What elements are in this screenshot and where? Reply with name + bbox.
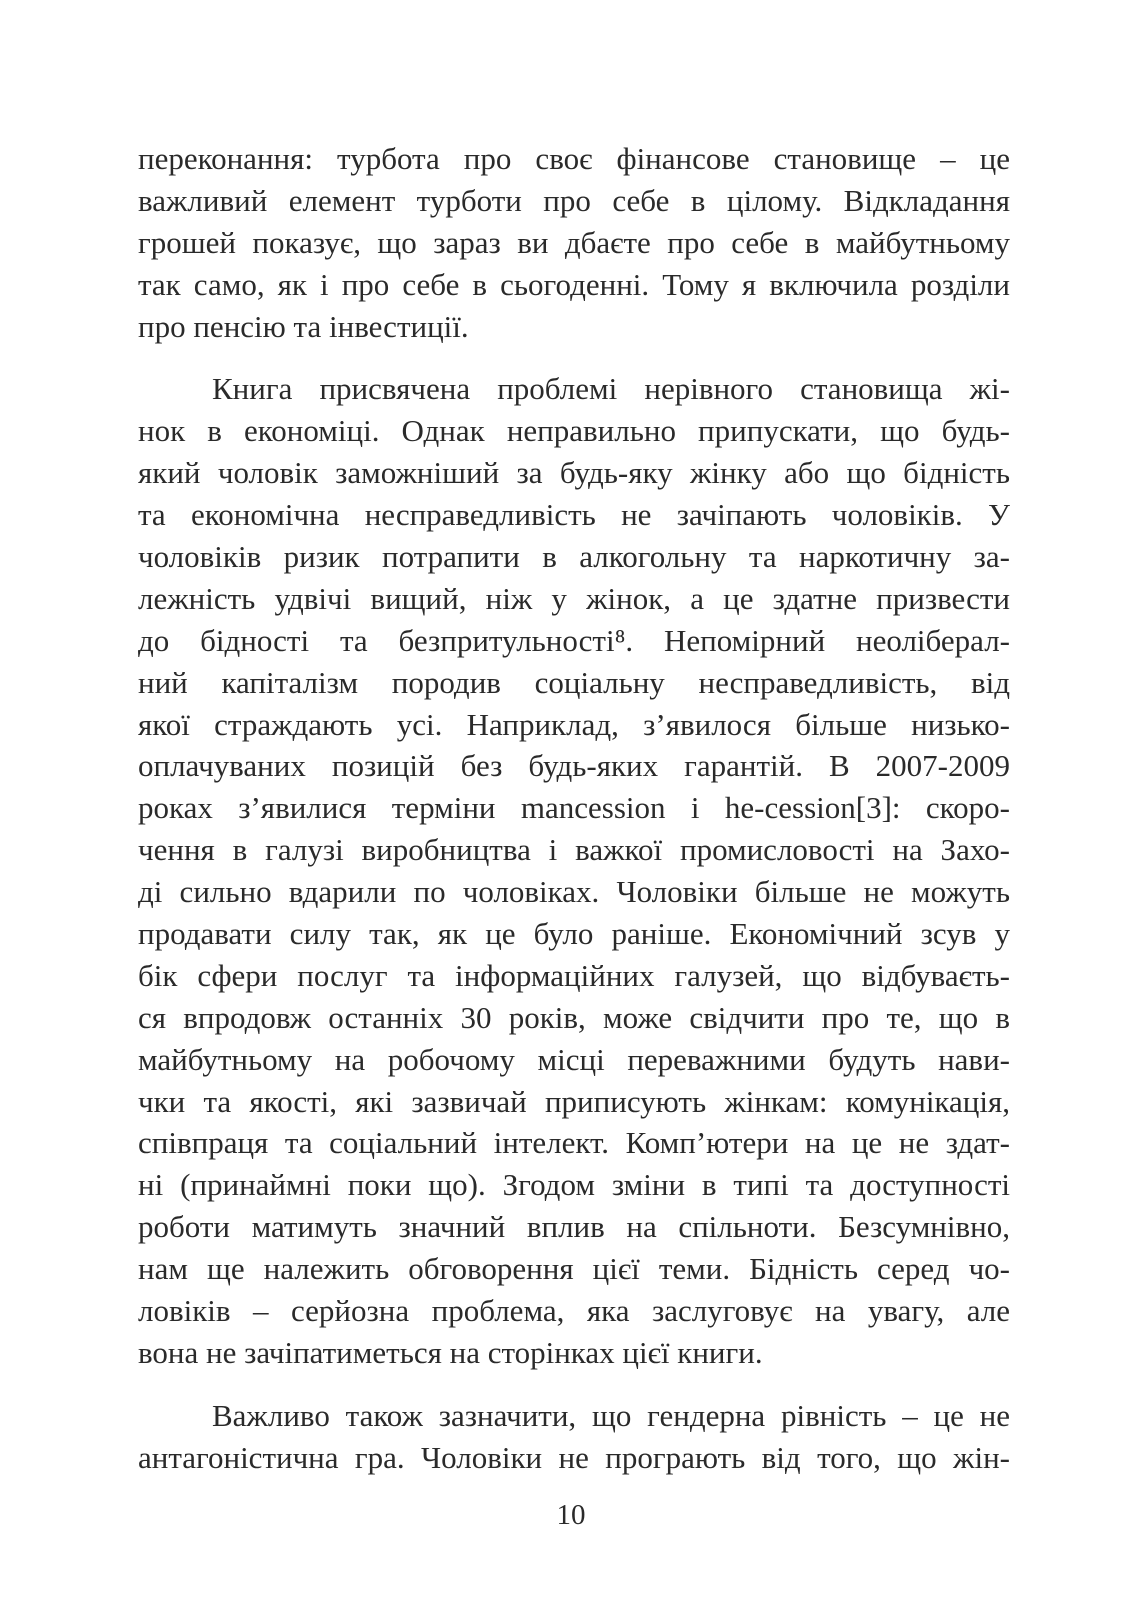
text-line: ловіків – серйозна проблема, яка заслуговує на увагу, але — [138, 1293, 1010, 1329]
text-line: вона не зачіпатиметься на сторінках цієї книги. — [138, 1334, 763, 1370]
text-line: ний капіталізм породив соціальну несправедливість, від — [138, 664, 1010, 700]
page-number: 10 — [556, 1499, 586, 1531]
text-line: нок в економіці. Однак неправильно припускати, що будь- — [138, 413, 1010, 449]
text-line: та економічна несправедливість не зачіпають чоловіків. У — [138, 497, 1010, 533]
paragraph-gap — [138, 1374, 1010, 1395]
text-line: Книга присвячена проблемі нерівного становища жі- — [212, 371, 1010, 407]
text-line: ді сильно вдарили по чоловіках. Чоловіки більше не можуть — [138, 874, 1010, 910]
text-line: продавати силу так, як це було раніше. Економічний зсув у — [138, 916, 1010, 952]
text-line: антагоністична гра. Чоловіки не програють від того, що жін- — [138, 1439, 1010, 1475]
text-line: чоловіків ризик потрапити в алкогольну та наркотичну за- — [138, 539, 1010, 575]
paragraph — [138, 1395, 1010, 1479]
text-line: майбутньому на робочому місці переважними будуть нави- — [138, 1041, 1010, 1077]
text-line: ні (принаймні поки що). Згодом зміни в типі та доступності — [138, 1167, 1010, 1203]
text-line: грошей показує, що зараз ви дбаєте про себе в майбутньому — [138, 224, 1010, 260]
text-line: який чоловік заможніший за будь-яку жінку або що бідність — [138, 455, 1010, 491]
text-line: чки та якості, які зазвичай приписують жінкам: комунікація, — [138, 1083, 1010, 1119]
text-line: переконання: турбота про своє фінансове становище – це — [138, 141, 1010, 176]
text-line: важливий елемент турботи про себе в цілому. Відкладання — [138, 182, 1010, 218]
text-line: нам ще належить обговорення цієї теми. Бідність серед чо- — [138, 1251, 1010, 1287]
paragraph — [138, 368, 1010, 1373]
text-line: якої страждають усі. Наприклад, з’явилося більше низько- — [138, 706, 1010, 742]
text-line: співпраця та соціальний інтелект. Комп’ютери на це не здат- — [138, 1125, 1010, 1161]
text-line: чення в галузі виробництва і важкої промисловості на Захо- — [138, 832, 1010, 868]
text-line: оплачуваних позицій без будь-яких гарантій. В 2007-2009 — [138, 748, 1010, 784]
paragraph — [138, 138, 1010, 347]
text-line: до бідності та безпритульності⁸. Непомірний неоліберал- — [138, 622, 1010, 658]
text-line: так само, як і про себе в сьогоденні. Тому я включила розділи — [138, 266, 1010, 302]
body-text — [138, 138, 1010, 1479]
text-line: бік сфери послуг та інформаційних галузей, що відбуваєть- — [138, 957, 1010, 993]
paragraph-gap — [138, 347, 1010, 368]
text-line: роках з’явилися терміни mancession і he-cession[3]: скоро- — [138, 790, 1010, 826]
text-line: про пенсію та інвестиції. — [138, 308, 469, 344]
text-line: Важливо також зазначити, що гендерна рівність – це не — [212, 1397, 1010, 1433]
text-line: роботи матимуть значний вплив на спільноти. Безсумнівно, — [138, 1209, 1010, 1245]
text-line: ся впродовж останніх 30 років, може свідчити про те, що в — [138, 999, 1010, 1035]
text-line: лежність удвічі вищий, ніж у жінок, а це здатне призвести — [138, 580, 1010, 616]
